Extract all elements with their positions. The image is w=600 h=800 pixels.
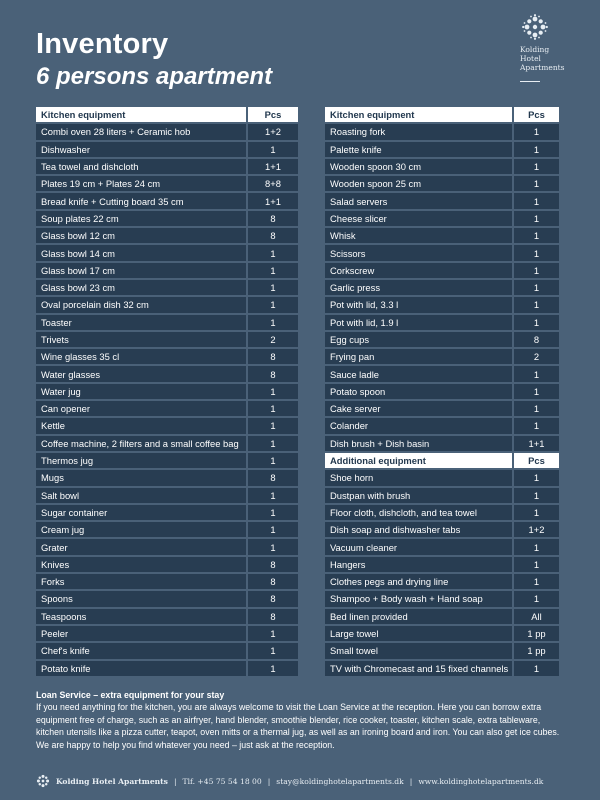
footer-separator: | xyxy=(409,776,413,786)
table-row xyxy=(325,418,559,435)
item-quantity: 8 xyxy=(248,228,298,245)
table-row xyxy=(36,297,298,314)
table-row xyxy=(36,418,298,435)
table-row xyxy=(36,228,298,245)
item-quantity: 1 xyxy=(248,384,298,401)
item-quantity: 1 xyxy=(514,211,559,228)
item-quantity: 1 xyxy=(514,366,559,383)
item-name: Mugs xyxy=(36,470,248,487)
table-row xyxy=(36,591,298,608)
table-row xyxy=(36,574,298,591)
table-row xyxy=(325,193,559,210)
footer-phone: Tlf. +45 75 54 18 00 xyxy=(182,776,262,786)
item-name: Spoons xyxy=(36,591,248,608)
table-row xyxy=(36,505,298,522)
item-name: Floor cloth, dishcloth, and tea towel xyxy=(325,505,514,522)
item-quantity: 8 xyxy=(248,349,298,366)
item-name: Water glasses xyxy=(36,366,248,383)
item-name: Thermos jug xyxy=(36,453,248,470)
item-name: Kettle xyxy=(36,418,248,435)
table-row xyxy=(36,245,298,262)
item-quantity: 8 xyxy=(248,557,298,574)
footer-email[interactable]: stay@koldinghotelapartments.dk xyxy=(276,776,404,786)
item-quantity: 1 xyxy=(514,315,559,332)
table-row xyxy=(325,522,559,539)
item-name: Vacuum cleaner xyxy=(325,539,514,556)
item-quantity: 1+2 xyxy=(248,124,298,141)
item-quantity: 8 xyxy=(248,366,298,383)
item-quantity: 1 xyxy=(248,245,298,262)
table-row xyxy=(325,332,559,349)
item-name: Palette knife xyxy=(325,142,514,159)
item-quantity: 1 xyxy=(514,401,559,418)
table-row xyxy=(325,366,559,383)
item-name: Chef's knife xyxy=(36,643,248,660)
table-row xyxy=(325,297,559,314)
item-name: Dustpan with brush xyxy=(325,488,514,505)
footer xyxy=(36,774,543,788)
table-row xyxy=(36,142,298,159)
item-name: Glass bowl 14 cm xyxy=(36,245,248,262)
item-name: Salad servers xyxy=(325,193,514,210)
table-row xyxy=(36,488,298,505)
table-row xyxy=(325,488,559,505)
item-quantity: 1 xyxy=(248,263,298,280)
item-quantity: 1 pp xyxy=(514,643,559,660)
loan-service-heading: Loan Service – extra equipment for your stay xyxy=(36,690,225,700)
item-quantity: 1+1 xyxy=(248,159,298,176)
table-body xyxy=(36,107,298,678)
item-name: Water jug xyxy=(36,384,248,401)
table-row xyxy=(325,124,559,141)
item-quantity: 1 xyxy=(248,418,298,435)
table-row xyxy=(36,453,298,470)
item-quantity: 1 xyxy=(514,661,559,678)
item-quantity: 1 xyxy=(248,505,298,522)
table-row xyxy=(325,280,559,297)
table-header-row xyxy=(325,453,559,470)
table-row xyxy=(325,661,559,678)
table-row xyxy=(36,176,298,193)
title-block xyxy=(36,28,272,92)
table-row xyxy=(325,436,559,453)
logo-line: Apartments xyxy=(520,63,565,72)
brand-logo xyxy=(520,14,576,82)
item-name: Frying pan xyxy=(325,349,514,366)
footer-brand: Kolding Hotel Apartments xyxy=(56,776,168,786)
item-quantity: 2 xyxy=(514,349,559,366)
item-quantity: 1 xyxy=(248,661,298,678)
item-quantity: 1 xyxy=(514,505,559,522)
item-quantity: 1 pp xyxy=(514,626,559,643)
table-row xyxy=(325,159,559,176)
item-name: Peeler xyxy=(36,626,248,643)
loan-service-text: If you need anything for the kitchen, you are always welcome to visit the Loan Service at the reception. Here you can borrow extra equipment free of charge, such as an airfryer, hand blender, smoothie blender, rice cooker, toaster, kitchen scale, extra tableware, kitchen utensils like a pizza cutter, teapot, oven mitts or a thermal jug, as well as an ironing board and iron. You can also get ice cubes. We are happy to help you find whatever you need – just ask at the reception. xyxy=(36,702,560,750)
loan-service-section xyxy=(36,689,566,751)
snowflake-emblem-icon xyxy=(522,14,548,40)
item-name: Glass bowl 23 cm xyxy=(36,280,248,297)
item-name: Sugar container xyxy=(36,505,248,522)
footer-separator: | xyxy=(267,776,271,786)
table-row xyxy=(325,539,559,556)
item-name: Bread knife + Cutting board 35 cm xyxy=(36,193,248,210)
table-row xyxy=(36,609,298,626)
item-name: Grater xyxy=(36,539,248,556)
item-quantity: 1+1 xyxy=(514,436,559,453)
footer-website[interactable]: www.koldinghotelapartments.dk xyxy=(418,776,544,786)
table-row xyxy=(325,349,559,366)
table-row xyxy=(325,228,559,245)
item-name: TV with Chromecast and 15 fixed channels xyxy=(325,661,514,678)
logo-line: Hotel xyxy=(520,54,541,63)
item-quantity: 1 xyxy=(514,263,559,280)
item-name: Oval porcelain dish 32 cm xyxy=(36,297,248,314)
item-name: Small towel xyxy=(325,643,514,660)
item-quantity: 1 xyxy=(514,574,559,591)
table-row xyxy=(325,176,559,193)
table-row xyxy=(325,557,559,574)
item-name: Glass bowl 17 cm xyxy=(36,263,248,280)
item-quantity: 8 xyxy=(248,609,298,626)
item-quantity: 1 xyxy=(248,142,298,159)
item-quantity: 1 xyxy=(514,124,559,141)
item-name: Tea towel and dishcloth xyxy=(36,159,248,176)
item-name: Scissors xyxy=(325,245,514,262)
table-row xyxy=(325,263,559,280)
item-name: Colander xyxy=(325,418,514,435)
item-name: Soup plates 22 cm xyxy=(36,211,248,228)
item-name: Trivets xyxy=(36,332,248,349)
item-name: Knives xyxy=(36,557,248,574)
item-name: Cake server xyxy=(325,401,514,418)
item-quantity: All xyxy=(514,609,559,626)
item-quantity: 1 xyxy=(514,384,559,401)
item-quantity: 8 xyxy=(248,591,298,608)
item-name: Egg cups xyxy=(325,332,514,349)
item-name: Garlic press xyxy=(325,280,514,297)
item-quantity: 1+2 xyxy=(514,522,559,539)
item-quantity: 1 xyxy=(514,591,559,608)
table-row xyxy=(325,591,559,608)
item-quantity: 8 xyxy=(248,211,298,228)
item-name: Clothes pegs and drying line xyxy=(325,574,514,591)
column-header-pcs: Pcs xyxy=(514,107,559,124)
item-quantity: 1 xyxy=(248,453,298,470)
item-quantity: 1 xyxy=(248,297,298,314)
page-subtitle: 6 persons apartment xyxy=(36,63,273,90)
footer-separator: | xyxy=(173,776,177,786)
item-quantity: 1 xyxy=(514,193,559,210)
table-row xyxy=(36,539,298,556)
item-name: Wooden spoon 30 cm xyxy=(325,159,514,176)
item-name: Toaster xyxy=(36,315,248,332)
kitchen-equipment-table-left xyxy=(36,107,298,678)
table-row xyxy=(36,263,298,280)
table-row xyxy=(325,384,559,401)
item-name: Shampoo + Body wash + Hand soap xyxy=(325,591,514,608)
table-row xyxy=(325,609,559,626)
item-quantity: 8 xyxy=(248,574,298,591)
item-name: Potato knife xyxy=(36,661,248,678)
table-row xyxy=(36,401,298,418)
item-quantity: 1 xyxy=(514,245,559,262)
item-name: Glass bowl 12 cm xyxy=(36,228,248,245)
item-name: Forks xyxy=(36,574,248,591)
column-header-item: Additional equipment xyxy=(325,453,514,470)
item-quantity: 1 xyxy=(514,297,559,314)
table-row xyxy=(36,436,298,453)
table-row xyxy=(36,159,298,176)
item-quantity: 1 xyxy=(514,418,559,435)
item-name: Coffee machine, 2 filters and a small coffee bag xyxy=(36,436,248,453)
table-row xyxy=(325,245,559,262)
item-name: Large towel xyxy=(325,626,514,643)
table-row xyxy=(36,626,298,643)
table-header-row xyxy=(325,107,559,124)
item-name: Whisk xyxy=(325,228,514,245)
item-name: Potato spoon xyxy=(325,384,514,401)
item-name: Dishwasher xyxy=(36,142,248,159)
item-quantity: 8 xyxy=(514,332,559,349)
table-row xyxy=(36,557,298,574)
item-quantity: 1 xyxy=(514,557,559,574)
item-quantity: 1 xyxy=(248,315,298,332)
item-quantity: 8+8 xyxy=(248,176,298,193)
item-quantity: 1 xyxy=(514,142,559,159)
table-row xyxy=(325,643,559,660)
item-quantity: 1 xyxy=(248,401,298,418)
table-row xyxy=(325,211,559,228)
table-row xyxy=(36,315,298,332)
item-name: Roasting fork xyxy=(325,124,514,141)
table-row xyxy=(325,401,559,418)
item-quantity: 8 xyxy=(248,470,298,487)
item-quantity: 1 xyxy=(248,643,298,660)
table-row xyxy=(325,574,559,591)
item-quantity: 1 xyxy=(514,228,559,245)
logo-line: Kolding xyxy=(520,45,550,54)
logo-divider xyxy=(520,81,540,82)
column-header-pcs: Pcs xyxy=(248,107,298,124)
item-quantity: 1 xyxy=(514,539,559,556)
kitchen-equipment-table-right xyxy=(325,107,559,678)
page-title: Inventory xyxy=(36,28,169,60)
table-header-row xyxy=(36,107,298,124)
item-quantity: 1 xyxy=(514,176,559,193)
item-name: Pot with lid, 1.9 l xyxy=(325,315,514,332)
table-row xyxy=(325,505,559,522)
item-quantity: 1 xyxy=(248,488,298,505)
table-row xyxy=(36,366,298,383)
item-quantity: 1+1 xyxy=(248,193,298,210)
table-row xyxy=(36,124,298,141)
item-quantity: 1 xyxy=(514,159,559,176)
table-row xyxy=(36,661,298,678)
table-body xyxy=(325,107,559,678)
item-name: Combi oven 28 liters + Ceramic hob xyxy=(36,124,248,141)
item-name: Salt bowl xyxy=(36,488,248,505)
item-name: Dish soap and dishwasher tabs xyxy=(325,522,514,539)
item-name: Plates 19 cm + Plates 24 cm xyxy=(36,176,248,193)
item-quantity: 1 xyxy=(248,539,298,556)
table-row xyxy=(36,470,298,487)
table-row xyxy=(325,470,559,487)
item-name: Dish brush + Dish basin xyxy=(325,436,514,453)
table-row xyxy=(36,522,298,539)
logo-wordmark xyxy=(520,45,576,72)
item-name: Shoe horn xyxy=(325,470,514,487)
table-row xyxy=(36,193,298,210)
table-row xyxy=(325,315,559,332)
item-quantity: 1 xyxy=(248,626,298,643)
item-name: Can opener xyxy=(36,401,248,418)
table-row xyxy=(36,332,298,349)
item-quantity: 1 xyxy=(248,280,298,297)
table-row xyxy=(36,643,298,660)
item-name: Bed linen provided xyxy=(325,609,514,626)
item-name: Hangers xyxy=(325,557,514,574)
column-header-item: Kitchen equipment xyxy=(36,107,248,124)
item-name: Teaspoons xyxy=(36,609,248,626)
snowflake-emblem-icon xyxy=(36,774,50,788)
item-name: Cream jug xyxy=(36,522,248,539)
table-row xyxy=(325,626,559,643)
table-row xyxy=(36,211,298,228)
item-name: Wooden spoon 25 cm xyxy=(325,176,514,193)
table-row xyxy=(325,142,559,159)
item-quantity: 1 xyxy=(514,488,559,505)
item-name: Corkscrew xyxy=(325,263,514,280)
table-row xyxy=(36,280,298,297)
column-header-item: Kitchen equipment xyxy=(325,107,514,124)
item-name: Sauce ladle xyxy=(325,366,514,383)
column-header-pcs: Pcs xyxy=(514,453,559,470)
item-name: Pot with lid, 3.3 l xyxy=(325,297,514,314)
item-name: Cheese slicer xyxy=(325,211,514,228)
item-quantity: 1 xyxy=(514,280,559,297)
item-quantity: 2 xyxy=(248,332,298,349)
table-row xyxy=(36,349,298,366)
item-quantity: 1 xyxy=(248,522,298,539)
item-name: Wine glasses 35 cl xyxy=(36,349,248,366)
table-row xyxy=(36,384,298,401)
item-quantity: 1 xyxy=(248,436,298,453)
item-quantity: 1 xyxy=(514,470,559,487)
